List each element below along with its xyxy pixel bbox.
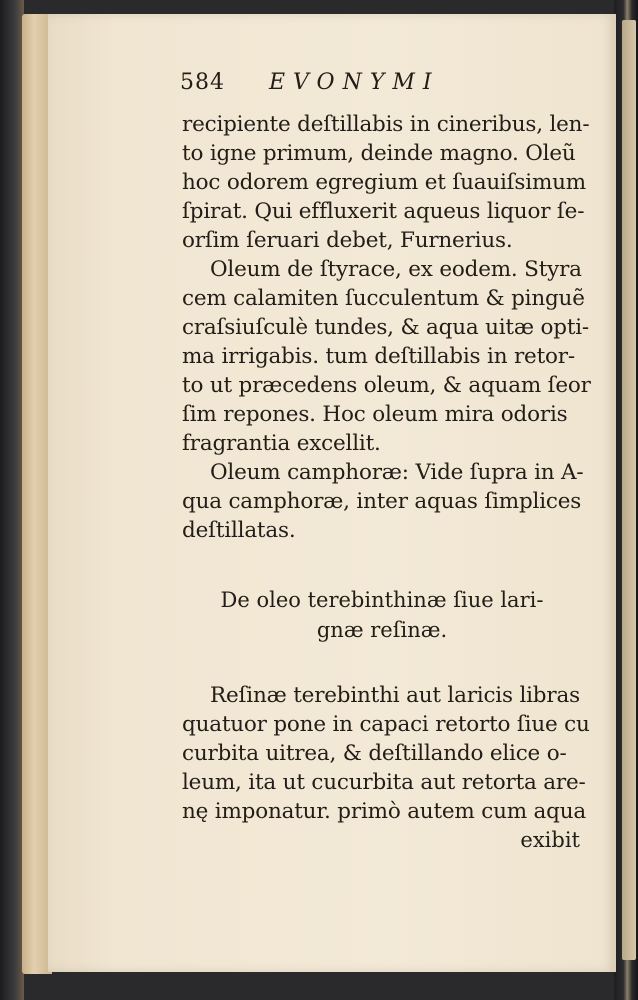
text-line: ma irrigabis. tum deſtillabis in retor-	[182, 344, 575, 369]
text-line: Reſinæ terebinthi aut laricis libras	[210, 683, 580, 708]
page-text	[120, 70, 590, 854]
text-line: ſim repones. Hoc oleum mira odoris	[182, 402, 568, 427]
book-spine-left	[0, 0, 24, 1000]
facing-page-edge	[622, 20, 636, 960]
text-line: Oleum camphoræ: Vide ſupra in A-	[210, 460, 584, 485]
section-title-line: De oleo terebinthinæ ſiue lari-	[220, 588, 544, 612]
text-line: qua camphoræ, inter aquas ſimplices	[182, 489, 582, 514]
text-line: leum, ita ut cucurbita aut retorta are-	[182, 770, 586, 795]
text-line: hoc odorem egregium et ſuauiſsimum	[182, 170, 586, 195]
text-line: Oleum de ſtyrace, ex eodem. Styra	[210, 257, 582, 282]
text-line: deſtillatas.	[182, 518, 296, 543]
text-line: fragrantia excellit.	[182, 431, 381, 456]
text-line: nę imponatur. primò autem cum aqua	[182, 799, 586, 824]
text-line: quatuor pone in capaci retorto ſiue cu	[182, 712, 590, 737]
paragraph	[120, 458, 590, 545]
text-line: curbita uitrea, & deſtillando elice o-	[182, 741, 567, 766]
text-line: orſim ſeruari debet, Furnerius.	[182, 228, 513, 253]
text-line: ſpirat. Qui effluxerit aqueus liquor ſe-	[182, 199, 585, 224]
paragraph	[120, 255, 590, 458]
paragraph	[120, 110, 590, 255]
page-number: 584	[180, 70, 225, 95]
running-head: EVONYMI	[269, 70, 440, 95]
paragraph	[120, 681, 590, 826]
section-title-line: gnæ reſinæ.	[316, 618, 448, 642]
text-line: recipiente deſtillabis in cineribus, len-	[182, 112, 590, 137]
text-line: to igne primum, deinde magno. Oleũ	[182, 141, 576, 166]
text-line: craſsiuſculè tundes, & aqua uitæ opti-	[182, 315, 589, 340]
text-line: cem calamiten ſucculentum & pinguẽ	[182, 286, 585, 311]
catchword: exibit	[520, 828, 580, 852]
text-line: to ut præcedens oleum, & aquam ſeor	[182, 373, 591, 398]
page-header	[180, 70, 590, 110]
section-title	[182, 585, 582, 645]
